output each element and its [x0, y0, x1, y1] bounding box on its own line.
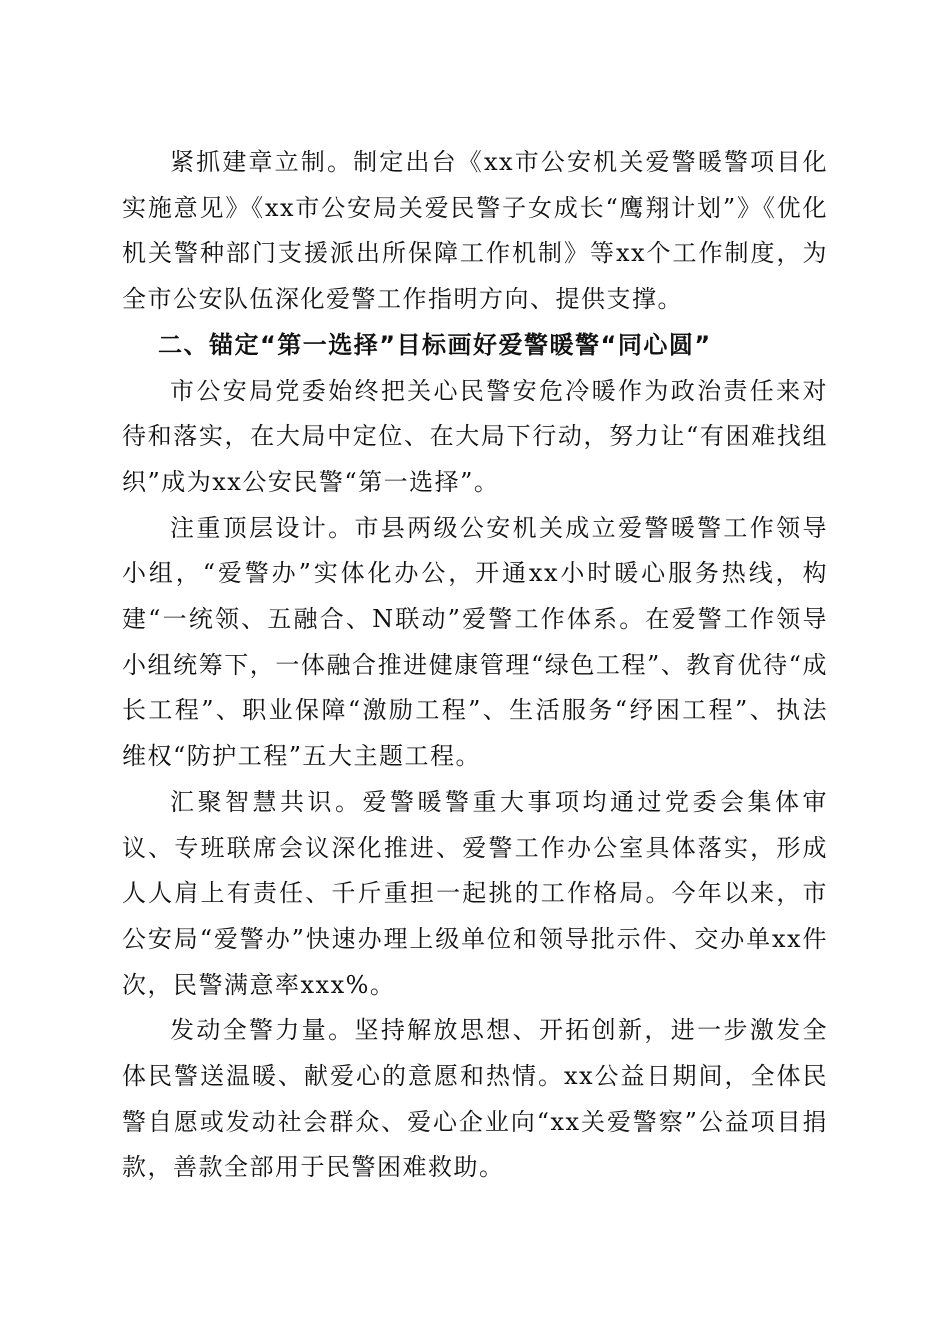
paragraph-mobilize-police: 发动全警力量。坚持解放思想、开拓创新，进一步激发全体民警送温暖、献爱心的意愿和热情。xx公益日期间，全体民警自愿或发动社会群众、爱心企业向“xx关爱警察”公益项目捐款，善款全部用于民警困难救助。: [122, 1016, 828, 1182]
paragraph-consensus: 汇聚智慧共识。爱警暖警重大事项均通过党委会集体审议、专班联席会议深化推进、爱警工作办公室具体落实，形成人人肩上有责任、千斤重担一起挑的工作格局。今年以来，市公安局“爱警办”快速办理上级单位和领导批示件、交办单xx件次，民警满意率xxx%。: [122, 787, 828, 999]
paragraph-regulations: 紧抓建章立制。制定出台《xx市公安机关爱警暖警项目化实施意见》《xx市公安局关爱民警子女成长“鹰翔计划”》《优化机关警种部门支援派出所保障工作机制》等xx个工作制度，为全市公安队伍深化爱警工作指明方向、提供支撑。: [122, 148, 828, 314]
paragraph-top-level-design: 注重顶层设计。市县两级公安机关成立爱警暖警工作领导小组，“爱警办”实体化办公，开通xx小时暖心服务热线，构建“一统领、五融合、N联动”爱警工作体系。在爱警工作领导小组统筹下，一体融合推进健康管理“绿色工程”、教育优待“成长工程”、职业保障“激励工程”、生活服务“纾困工程”、执法维权“防护工程”五大主题工程。: [122, 513, 828, 771]
paragraph-first-choice: 市公安局党委始终把关心民警安危冷暖作为政治责任来对待和落实，在大局中定位、在大局下行动，努力让“有困难找组织”成为xx公安民警“第一选择”。: [122, 376, 828, 496]
document-body: [122, 140, 828, 1191]
section-heading-two: 二、锚定“第一选择”目标画好爱警暖警“同心圆”: [158, 330, 712, 359]
